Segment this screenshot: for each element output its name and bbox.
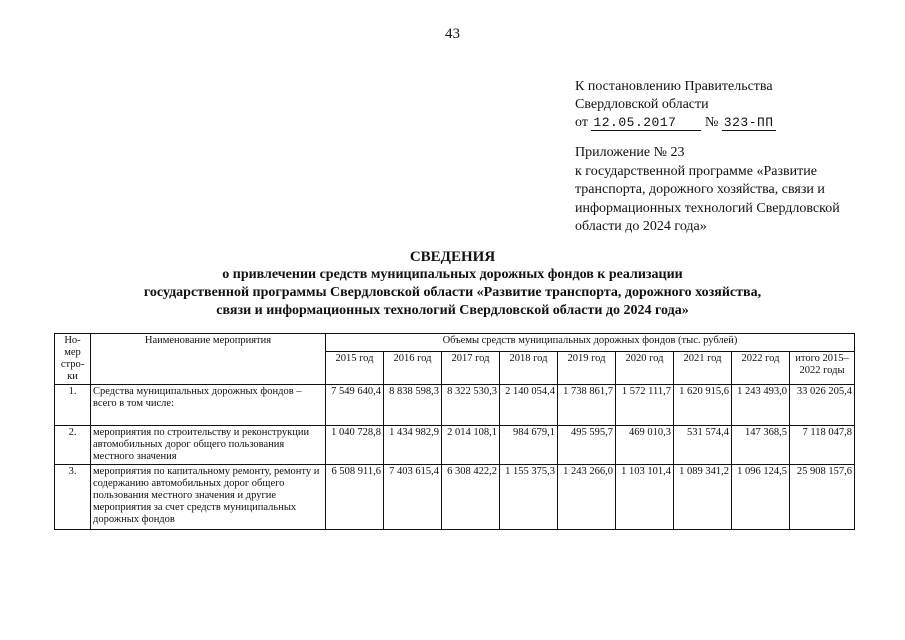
header-name: Наименование мероприятия <box>91 334 326 385</box>
header-number: Но-мер стро-ки <box>55 334 91 385</box>
approval-number: 323-ПП <box>722 116 776 131</box>
row-value: 1 243 493,0 <box>732 385 790 426</box>
row-value: 8 322 530,3 <box>442 385 500 426</box>
document-heading <box>0 248 905 320</box>
appendix-title: Приложение № 23 <box>575 145 685 160</box>
row-total: 33 026 205,4 <box>790 385 855 426</box>
page-number: 43 <box>445 26 460 42</box>
heading-line-2: государственной программы Свердловской области «Развитие транспорта, дорожного хозяйства, <box>143 285 762 300</box>
row-total: 7 118 047,8 <box>790 426 855 465</box>
row-value: 6 308 422,2 <box>442 465 500 530</box>
row-value: 7 403 615,4 <box>384 465 442 530</box>
funding-table <box>54 333 855 530</box>
header-year: 2022 год <box>732 352 790 385</box>
header-year: 2020 год <box>616 352 674 385</box>
row-value: 1 738 861,7 <box>558 385 616 426</box>
row-value: 495 595,7 <box>558 426 616 465</box>
header-group: Объемы средств муниципальных дорожных фондов (тыс. рублей) <box>326 334 855 352</box>
row-number: 1. <box>55 385 91 426</box>
approval-date: 12.05.2017 <box>591 116 701 131</box>
row-value: 1 089 341,2 <box>674 465 732 530</box>
header-year: 2019 год <box>558 352 616 385</box>
header-year: 2015 год <box>326 352 384 385</box>
heading-line-1: о привлечении средств муниципальных дорожных фондов к реализации <box>222 267 683 282</box>
row-value: 2 140 054,4 <box>500 385 558 426</box>
header-row-1 <box>55 334 855 352</box>
row-total: 25 908 157,6 <box>790 465 855 530</box>
appendix-text: к государственной программе «Развитие транспорта, дорожного хозяйства, связи и информационных технологий Свердловской области до 2024 года» <box>575 163 840 234</box>
row-value: 147 368,5 <box>732 426 790 465</box>
row-value: 1 243 266,0 <box>558 465 616 530</box>
approval-block <box>575 78 776 132</box>
row-value: 8 838 598,3 <box>384 385 442 426</box>
row-number: 3. <box>55 465 91 530</box>
row-value: 1 620 915,6 <box>674 385 732 426</box>
header-year: 2017 год <box>442 352 500 385</box>
row-value: 1 572 111,7 <box>616 385 674 426</box>
row-value: 1 096 124,5 <box>732 465 790 530</box>
date-prefix: от <box>575 115 588 130</box>
row-value: 1 155 375,3 <box>500 465 558 530</box>
row-value: 1 103 101,4 <box>616 465 674 530</box>
row-value: 2 014 108,1 <box>442 426 500 465</box>
number-prefix: № <box>704 115 719 130</box>
row-value: 531 574,4 <box>674 426 732 465</box>
row-value: 1 040 728,8 <box>326 426 384 465</box>
appendix-block <box>575 144 885 237</box>
table-row <box>55 385 855 426</box>
row-value: 1 434 982,9 <box>384 426 442 465</box>
table-row <box>55 465 855 530</box>
header-total: итого 2015–2022 годы <box>790 352 855 385</box>
heading-line-3: связи и информационных технологий Свердловской области до 2024 года» <box>216 303 689 318</box>
header-year: 2021 год <box>674 352 732 385</box>
row-number: 2. <box>55 426 91 465</box>
approval-line-2: Свердловской области <box>575 97 709 112</box>
header-year: 2016 год <box>384 352 442 385</box>
row-value: 469 010,3 <box>616 426 674 465</box>
row-value: 984 679,1 <box>500 426 558 465</box>
heading-title: СВЕДЕНИЯ <box>409 249 496 265</box>
approval-date-line <box>575 114 776 132</box>
approval-line-1: К постановлению Правительства <box>575 79 773 94</box>
row-name: мероприятия по капитальному ремонту, ремонту и содержанию автомобильных дорог общего пользования местного значения и другие мероприятия за счет средств муниципальных дорожных фондов <box>91 465 326 530</box>
table-row <box>55 426 855 465</box>
row-name: мероприятия по строительству и реконструкции автомобильных дорог общего пользования местного значения <box>91 426 326 465</box>
header-year: 2018 год <box>500 352 558 385</box>
row-value: 6 508 911,6 <box>326 465 384 530</box>
row-name: Средства муниципальных дорожных фондов – всего в том числе: <box>91 385 326 426</box>
row-value: 7 549 640,4 <box>326 385 384 426</box>
